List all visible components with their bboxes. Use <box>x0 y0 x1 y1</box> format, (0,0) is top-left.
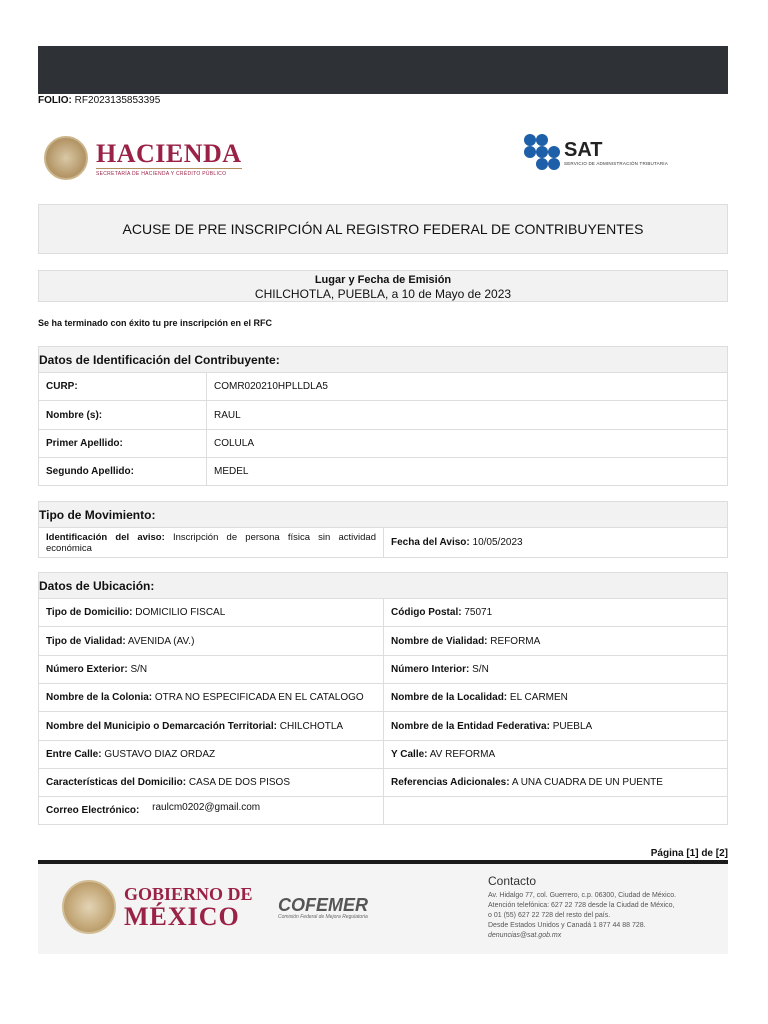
codigo-postal-label: Código Postal: <box>391 607 462 618</box>
identification-heading: Datos de Identificación del Contribuyente: <box>39 347 728 373</box>
colonia-value: OTRA NO ESPECIFICADA EN EL CATALOGO <box>154 692 364 703</box>
fecha-label: Fecha del Aviso: <box>391 537 470 548</box>
contact-block <box>488 874 728 941</box>
cofemer-subtitle: Comisión Federal de Mejora Regulatoria <box>278 914 368 920</box>
contact-line: o 01 (55) 627 22 728 del resto del país. <box>488 912 611 919</box>
y-calle-label: Y Calle: <box>391 749 428 760</box>
page-number: Página [1] de [2] <box>650 848 728 859</box>
gobierno-line2: MÉXICO <box>124 902 240 931</box>
table-row <box>39 712 728 741</box>
contact-line: Desde Estados Unidos y Canadá 1 877 44 88 728. <box>488 922 646 929</box>
table-row <box>39 684 728 712</box>
sat-logo <box>524 134 668 170</box>
mexico-seal-icon <box>44 136 88 180</box>
primer-apellido-label: Primer Apellido: <box>39 430 207 458</box>
table-row <box>39 430 728 458</box>
table-row <box>39 741 728 769</box>
table-row <box>39 458 728 486</box>
numero-exterior-label: Número Exterior: <box>46 664 128 675</box>
tipo-domicilio-value: DOMICILIO FISCAL <box>135 607 226 618</box>
empty-cell <box>384 797 728 825</box>
hacienda-subtitle: SECRETARÍA DE HACIENDA Y CRÉDITO PÚBLICO <box>96 168 242 177</box>
table-row <box>39 627 728 656</box>
cofemer-logo <box>278 896 368 920</box>
fecha-value: 10/05/2023 <box>472 537 523 548</box>
sat-dots-icon <box>524 134 560 170</box>
sat-subtitle: SERVICIO DE ADMINISTRACIÓN TRIBUTARIA <box>564 160 668 166</box>
municipio-value: CHILCHOTLA <box>279 720 344 732</box>
colonia-label: Nombre de la Colonia: <box>46 692 153 703</box>
y-calle-value: AV REFORMA <box>429 749 496 760</box>
tipo-vialidad-label: Tipo de Vialidad: <box>46 635 126 647</box>
location-table <box>38 572 728 825</box>
fecha-cell <box>384 528 728 558</box>
folio-label: FOLIO: <box>38 95 72 106</box>
hacienda-title: HACIENDA <box>96 138 242 168</box>
movement-heading: Tipo de Movimiento: <box>39 502 728 528</box>
nombre-vialidad-value: REFORMA <box>490 635 541 647</box>
gobierno-logo <box>62 880 253 934</box>
primer-apellido-value: COLULA <box>207 430 728 458</box>
cofemer-title: COFEMER <box>278 895 368 915</box>
referencias-value: A UNA CUADRA DE UN PUENTE <box>511 777 663 788</box>
hacienda-logo <box>44 130 264 186</box>
gobierno-line1: GOBIERNO DE <box>124 884 253 904</box>
caracteristicas-label: Características del Domicilio: <box>46 777 187 788</box>
top-banner <box>38 46 728 94</box>
contact-email[interactable]: denuncias@sat.gob.mx <box>488 932 562 939</box>
document-title: ACUSE DE PRE INSCRIPCIÓN AL REGISTRO FEDERAL DE CONTRIBUYENTES <box>38 204 728 254</box>
sat-title: SAT <box>564 138 603 161</box>
entidad-value: PUEBLA <box>552 720 593 732</box>
table-row <box>39 797 728 825</box>
emission-box <box>38 270 728 302</box>
contact-line: Av. Hidalgo 77, col. Guerrero, c.p. 06300, Ciudad de México. <box>488 892 677 899</box>
aviso-cell <box>39 528 384 558</box>
success-message: Se ha terminado con éxito tu pre inscripción en el RFC <box>38 318 273 328</box>
footer <box>38 864 728 954</box>
emission-label: Lugar y Fecha de Emisión <box>314 274 452 286</box>
location-heading: Datos de Ubicación: <box>39 573 728 599</box>
correo-label: Correo Electrónico: <box>46 805 140 816</box>
aviso-value: Inscripción de persona física sin actividad económica <box>46 531 376 554</box>
nombre-value: RAUL <box>207 401 728 430</box>
folio <box>38 95 160 106</box>
numero-interior-label: Número Interior: <box>391 664 470 675</box>
segundo-apellido-value: MEDEL <box>207 458 728 486</box>
localidad-value: EL CARMEN <box>509 692 568 703</box>
nombre-vialidad-label: Nombre de Vialidad: <box>391 635 488 647</box>
tipo-vialidad-value: AVENIDA (AV.) <box>127 635 195 647</box>
nombre-label: Nombre (s): <box>39 401 207 430</box>
referencias-label: Referencias Adicionales: <box>391 777 510 788</box>
correo-value: raulcm0202@gmail.com <box>152 802 261 813</box>
entre-calle-label: Entre Calle: <box>46 749 102 760</box>
numero-interior-value: S/N <box>472 664 489 675</box>
identification-table <box>38 346 728 486</box>
table-row <box>39 528 728 558</box>
tipo-domicilio-label: Tipo de Domicilio: <box>46 607 133 618</box>
table-row <box>39 599 728 627</box>
movement-table <box>38 501 728 558</box>
table-row <box>39 769 728 797</box>
entre-calle-value: GUSTAVO DIAZ ORDAZ <box>104 749 216 760</box>
table-row <box>39 401 728 430</box>
curp-value: COMR020210HPLLDLA5 <box>207 373 728 401</box>
folio-value: RF2023135853395 <box>74 95 161 106</box>
contact-line: Atención telefónica: 627 22 728 desde la Ciudad de México, <box>488 902 675 909</box>
curp-label: CURP: <box>39 373 207 401</box>
emission-value: CHILCHOTLA, PUEBLA, a 10 de Mayo de 2023 <box>254 287 512 301</box>
segundo-apellido-label: Segundo Apellido: <box>39 458 207 486</box>
caracteristicas-value: CASA DE DOS PISOS <box>188 777 290 788</box>
localidad-label: Nombre de la Localidad: <box>391 692 508 703</box>
mexico-seal-icon <box>62 880 116 934</box>
municipio-label: Nombre del Municipio o Demarcación Territorial: <box>46 720 277 732</box>
numero-exterior-value: S/N <box>130 664 148 675</box>
entidad-label: Nombre de la Entidad Federativa: <box>391 720 550 732</box>
table-row <box>39 656 728 684</box>
contact-title: Contacto <box>488 874 537 888</box>
codigo-postal-value: 75071 <box>464 607 493 618</box>
aviso-label: Identificación del aviso: <box>46 531 165 543</box>
table-row <box>39 373 728 401</box>
